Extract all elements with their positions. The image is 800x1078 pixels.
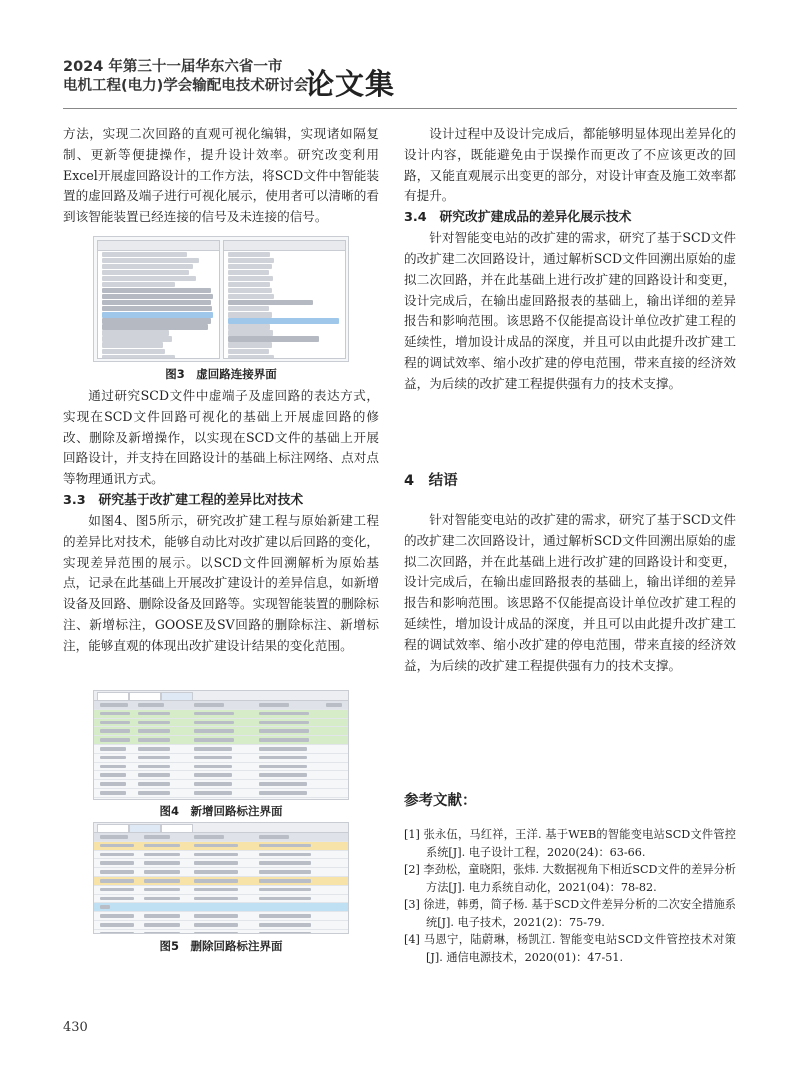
figure-5-table — [94, 833, 348, 934]
header-line-1: 2024 年第三十一届华东六省一市 — [63, 59, 283, 75]
header-rule — [63, 108, 737, 109]
figure-3-right-tree — [223, 240, 346, 359]
header-line-2: 电机工程(电力)学会输配电技术研讨会 — [63, 78, 309, 94]
page-number: 430 — [63, 1020, 88, 1035]
paragraph: 设计过程中及设计完成后，都能够明显体现出差异化的设计内容，既能避免由于误操作而更改了不应该更改的回路，又能直观展示出变更的部分，对设计审查及施工效率都有提升。 — [404, 126, 736, 204]
reference-item: [4] 马恩宁，陆蔚琳，杨凯江. 智能变电站SCD文件管控技术对策[J]. 通信电源技术，2020(01)：47-51. — [404, 933, 736, 964]
paragraph: 针对智能变电站的改扩建的需求，研究了基于SCD文件的改扩建二次回路设计，通过解析SCD文件回溯出原始的虚拟二次回路，并在此基础上进行改扩建的回路设计和变更，设计完成后，在输出虚回路报表的基础上，输出详细的差异报告和影响范围。该思路不仅能提高设计单位改扩建工程的延续性，增加设计成品的深度，并且可以由此提升改扩建工程的调试效率、缩小改扩建的停电范围，带来直接的经济效益，为后续的改扩建工程提供强有力的技术支撑。 — [404, 230, 736, 391]
left-column-cont — [63, 386, 379, 657]
running-header — [63, 58, 308, 96]
section-heading-4: 4 结语 — [404, 473, 458, 489]
paragraph: 如图4、图5所示，研究改扩建工程与原始新建工程的差异比对技术，能够自动比对改扩建以后回路的变化，实现差异范围的展示。以SCD文件回溯解析为原始基点，记录在此基础上开展改扩建设计的差异信息，如新增设备及回路、删除设备及回路等。实现智能装置的删除标注、新增标注，GOOSE及SV回路的删除标注、新增标注，能够直观的体现出改扩建设计结果的变化范围。 — [63, 512, 379, 653]
right-column-conclusion-body — [404, 510, 736, 676]
references — [404, 790, 736, 966]
figure-3-left-tree — [97, 240, 220, 359]
figure-5-caption: 图5 删除回路标注界面 — [159, 939, 283, 953]
reference-item: [1] 张永伍，马红祥，王洋. 基于WEB的智能变电站SCD文件管控系统[J]. 电子设计工程，2020(24)：63-66. — [404, 828, 736, 859]
figure-3-image — [93, 236, 349, 362]
paragraph: 通过研究SCD文件中虚端子及虚回路的表达方式，实现在SCD文件回路可视化的基础上开展虚回路的修改、删除及新增操作，以实现在SCD文件的基础上开展回路设计，并支持在回路设计的基础上标注网络、点对点等物理通讯方式。 — [63, 388, 379, 487]
figure-4-image — [93, 690, 349, 800]
left-column — [63, 124, 379, 228]
paragraph: 针对智能变电站的改扩建的需求，研究了基于SCD文件的改扩建二次回路设计，通过解析SCD文件回溯出原始的虚拟二次回路，并在此基础上进行改扩建的回路设计和变更，设计完成后，在输出虚回路报表的基础上，输出详细的差异报告和影响范围。该思路不仅能提高设计单位改扩建工程的延续性，增加设计成品的深度，并且可以由此提升改扩建工程的调试效率、缩小改扩建的停电范围，带来直接的经济效益，为后续的改扩建工程提供强有力的技术支撑。 — [404, 512, 736, 673]
paragraph: 方法，实现二次回路的直观可视化编辑，实现诸如隔复制、更新等便捷操作，提升设计效率。研究改变利用Excel开展虚回路设计的工作方法，将SCD文件中智能装置的虚回路及端子进行可视化展示，使用者可以清晰的看到该智能装置已经连接的信号及未连接的信号。 — [63, 126, 379, 225]
references-title: 参考文献： — [404, 793, 477, 809]
section-heading-3-3: 3.3 研究基于改扩建工程的差异比对技术 — [63, 492, 304, 508]
reference-item: [2] 李劲松，童晓阳，张炜. 大数据视角下相近SCD文件的差异分析方法[J]. 电力系统自动化，2021(04)：78-82. — [404, 863, 736, 894]
figure-5-image — [93, 822, 349, 934]
figure-4-caption: 图4 新增回路标注界面 — [159, 804, 283, 818]
reference-item: [3] 徐进，韩勇，简子杨. 基于SCD文件差异分析的二次安全措施系统[J]. 电子技术，2021(2)：75-79. — [404, 898, 736, 929]
section-heading-3-4: 3.4 研究改扩建成品的差异化展示技术 — [404, 210, 632, 226]
header-proceedings-title: 论文集 — [305, 67, 396, 101]
figure-3-caption: 图3 虚回路连接界面 — [165, 367, 277, 381]
right-column — [404, 124, 736, 395]
figure-4-table — [94, 701, 348, 800]
right-column-conclusion — [404, 470, 736, 492]
